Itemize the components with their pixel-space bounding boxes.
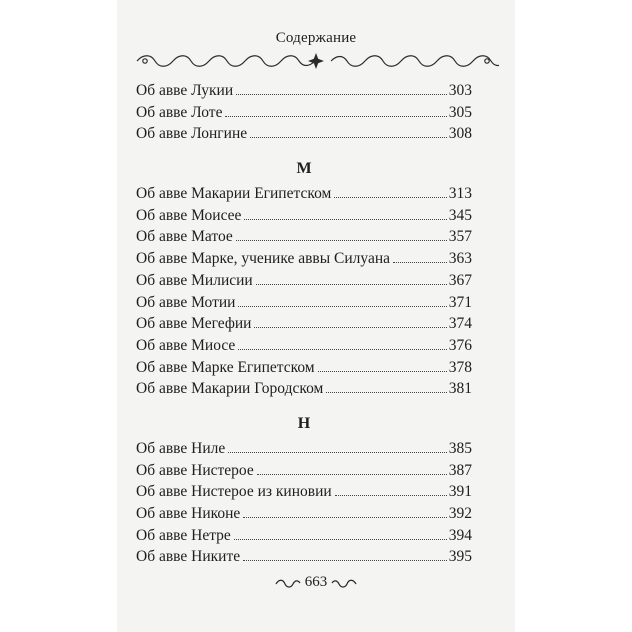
dot-leader bbox=[318, 371, 447, 372]
toc-entry-page: 385 bbox=[448, 439, 472, 457]
toc-entry-title: Об авве Ниле bbox=[136, 439, 226, 457]
dot-leader bbox=[393, 262, 447, 263]
book-page bbox=[117, 0, 515, 632]
toc-entry bbox=[136, 483, 472, 505]
toc-entry bbox=[136, 294, 472, 316]
toc-entry bbox=[136, 82, 472, 104]
dot-leader bbox=[243, 517, 446, 518]
dot-leader bbox=[234, 539, 447, 540]
section-letter: М bbox=[296, 160, 312, 178]
toc-entry-page: 381 bbox=[448, 380, 472, 398]
toc-entry bbox=[136, 548, 472, 570]
dot-leader bbox=[254, 327, 446, 328]
toc-entry bbox=[136, 272, 472, 294]
toc-entry-page: 313 bbox=[448, 185, 472, 203]
toc-entry bbox=[136, 337, 472, 359]
section-letter: Н bbox=[297, 414, 311, 432]
dot-leader bbox=[236, 240, 447, 241]
toc-entry-title: Об авве Марке, ученике аввы Силуана bbox=[136, 250, 391, 268]
toc-entry-title: Об авве Никоне bbox=[136, 505, 241, 522]
toc-entry-title: Об авве Никите bbox=[136, 548, 241, 566]
dot-leader bbox=[334, 197, 446, 198]
toc-entry-page: 392 bbox=[448, 505, 472, 522]
toc-entry bbox=[136, 250, 472, 272]
toc-entry bbox=[136, 359, 472, 381]
toc-entry-page: 387 bbox=[448, 461, 472, 479]
dot-leader bbox=[250, 137, 447, 138]
toc-entry-page: 371 bbox=[448, 293, 472, 311]
toc-entry-title: Об авве Лукии bbox=[136, 82, 234, 99]
toc-entry-title: Об авве Милисии bbox=[136, 271, 253, 289]
toc-entry-title: Об авве Нетре bbox=[136, 526, 231, 544]
dot-leader bbox=[236, 94, 447, 95]
toc-entry-page: 395 bbox=[448, 548, 472, 566]
table-of-contents bbox=[136, 82, 472, 570]
toc-entry-page: 363 bbox=[448, 250, 472, 268]
toc-entry bbox=[136, 228, 472, 250]
toc-entry bbox=[136, 462, 472, 484]
running-header: Содержание bbox=[275, 30, 357, 46]
toc-entry-page: 394 bbox=[448, 526, 472, 544]
toc-entry-title: Об авве Лонгине bbox=[136, 125, 248, 143]
toc-entry-title: Об авве Миосе bbox=[136, 336, 236, 354]
ornamental-divider-icon bbox=[133, 52, 499, 70]
toc-entry-page: 345 bbox=[448, 206, 472, 224]
toc-entry-page: 367 bbox=[448, 271, 472, 289]
toc-entry-page: 303 bbox=[448, 82, 472, 99]
toc-entry bbox=[136, 207, 472, 229]
toc-entry-title: Об авве Марке Египетском bbox=[136, 358, 315, 376]
dot-leader bbox=[244, 219, 446, 220]
toc-entry-title: Об авве Лоте bbox=[136, 103, 223, 121]
dot-leader bbox=[238, 349, 446, 350]
toc-entry-title: Об авве Макарии Городском bbox=[136, 380, 324, 398]
toc-entry-title: Об авве Моисее bbox=[136, 206, 242, 224]
dot-leader bbox=[243, 560, 447, 561]
toc-entry-page: 308 bbox=[448, 125, 472, 143]
dot-leader bbox=[238, 306, 446, 307]
toc-entry-title: Об авве Макарии Египетском bbox=[136, 185, 332, 203]
toc-entry-page: 305 bbox=[448, 103, 472, 121]
toc-entry-title: Об авве Мотии bbox=[136, 293, 236, 311]
swirl-icon bbox=[331, 578, 357, 588]
toc-entry-title: Об авве Нистерое из киновии bbox=[136, 483, 332, 501]
toc-entry-title: Об авве Матое bbox=[136, 228, 233, 246]
dot-leader bbox=[335, 495, 447, 496]
toc-entry bbox=[136, 440, 472, 462]
toc-entry bbox=[136, 527, 472, 549]
toc-entry-page: 376 bbox=[448, 336, 472, 354]
dot-leader bbox=[326, 392, 446, 393]
swirl-icon bbox=[275, 578, 301, 588]
dot-leader bbox=[228, 452, 447, 453]
dot-leader bbox=[256, 284, 447, 285]
page-number: 663 bbox=[304, 574, 328, 590]
toc-entry-title: Об авве Мегефии bbox=[136, 315, 252, 333]
toc-entry-title: Об авве Нистерое bbox=[136, 461, 254, 479]
toc-entry bbox=[136, 125, 472, 147]
toc-entry-page: 374 bbox=[448, 315, 472, 333]
toc-entry bbox=[136, 380, 472, 402]
dot-leader bbox=[225, 116, 446, 117]
toc-entry bbox=[136, 315, 472, 337]
dot-leader bbox=[257, 474, 447, 475]
toc-entry bbox=[136, 185, 472, 207]
toc-entry-page: 378 bbox=[448, 358, 472, 376]
toc-entry bbox=[136, 505, 472, 527]
toc-entry bbox=[136, 104, 472, 126]
page-footer bbox=[117, 574, 515, 591]
toc-entry-page: 357 bbox=[448, 228, 472, 246]
toc-entry-page: 391 bbox=[448, 483, 472, 501]
